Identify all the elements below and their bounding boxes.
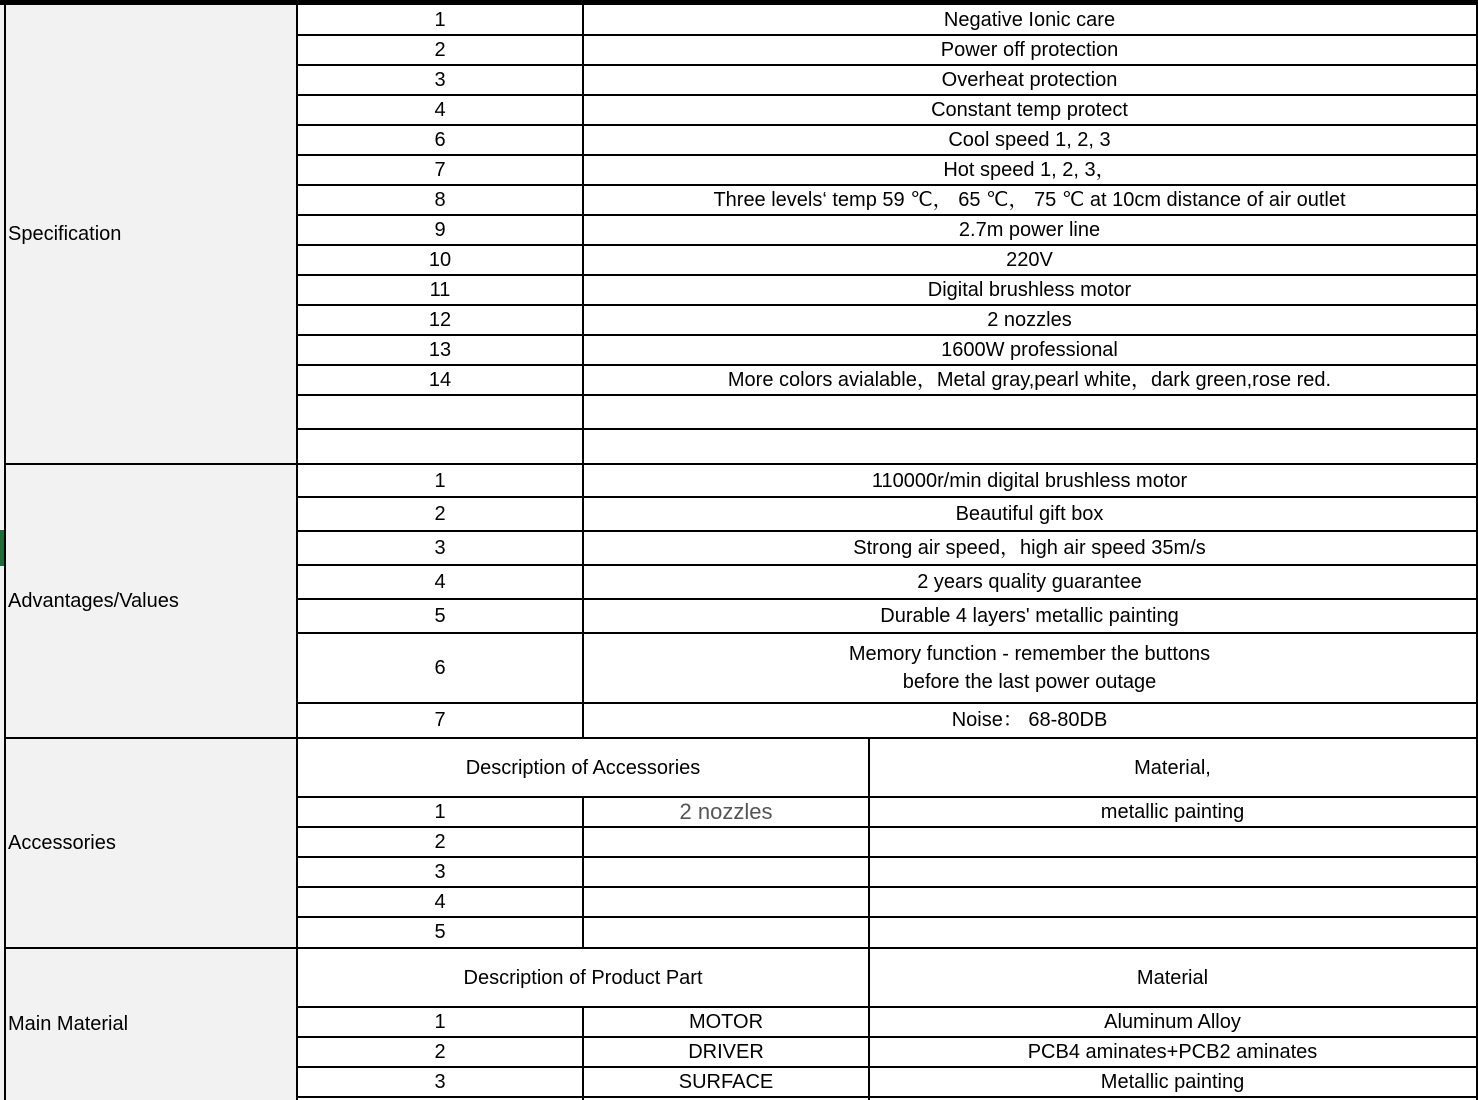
grid-hline [297, 886, 1478, 888]
acc-material[interactable] [869, 887, 1476, 917]
spec-text[interactable]: Three levels‘ temp 59 ℃， 65 ℃， 75 ℃ at 10cm distance of air outlet [713, 189, 1346, 211]
grid-hline [297, 184, 1478, 186]
grid-hline [297, 34, 1478, 36]
adv-no[interactable]: 1 [434, 470, 446, 492]
adv-no[interactable]: 2 [434, 503, 446, 525]
main-material-header-desc[interactable]: Description of Product Part [463, 967, 703, 989]
accessories-header-desc[interactable]: Description of Accessories [465, 757, 701, 779]
mm-desc[interactable]: DRIVER [688, 1041, 764, 1063]
acc-desc[interactable]: 2 nozzles [679, 799, 773, 824]
grid-vline [4, 0, 6, 1100]
adv-no[interactable]: 4 [434, 571, 446, 593]
spec-text[interactable]: Power off protection [940, 39, 1119, 61]
mm-material[interactable]: Metallic painting [1100, 1071, 1245, 1093]
spec-text[interactable] [583, 395, 1476, 429]
adv-no[interactable]: 3 [434, 537, 446, 559]
spec-no[interactable]: 13 [428, 339, 452, 361]
spec-no[interactable]: 11 [429, 279, 451, 301]
spec-no[interactable]: 12 [428, 309, 452, 331]
grid-hline [297, 632, 1478, 634]
section-label-specification[interactable]: Specification [5, 5, 297, 463]
spec-text[interactable]: 2.7m power line [958, 219, 1101, 241]
mm-no[interactable]: 1 [434, 1011, 446, 1033]
spec-text[interactable]: More colors avialable，Metal gray,pearl white，dark green,rose red. [727, 369, 1332, 391]
spec-no[interactable]: 1 [434, 9, 446, 31]
top-border [0, 0, 1478, 5]
grid-hline [297, 244, 1478, 246]
adv-text[interactable]: Durable 4 layers' metallic painting [880, 605, 1179, 627]
adv-no[interactable]: 5 [434, 605, 446, 627]
adv-no[interactable]: 7 [434, 709, 446, 731]
grid-hline [297, 1006, 1478, 1008]
grid-hline [297, 496, 1478, 498]
section-label-accessories[interactable]: Accessories [5, 739, 297, 947]
spec-no[interactable]: 4 [434, 99, 446, 121]
acc-no[interactable]: 1 [434, 801, 446, 823]
spec-no[interactable]: 10 [428, 249, 452, 271]
grid-hline [297, 1036, 1478, 1038]
grid-hline [297, 856, 1478, 858]
grid-hline [297, 564, 1478, 566]
main-material-header-material[interactable]: Material [1136, 967, 1209, 989]
mm-material[interactable]: Aluminum Alloy [1104, 1011, 1241, 1033]
spec-text[interactable] [583, 429, 1476, 463]
adv-text-multiline[interactable] [583, 633, 1476, 703]
acc-material[interactable] [869, 827, 1476, 857]
grid-hline [297, 274, 1478, 276]
section-separator [5, 737, 1478, 739]
grid-hline [297, 94, 1478, 96]
acc-desc[interactable] [583, 857, 869, 887]
spec-text[interactable]: Constant temp protect [931, 99, 1128, 121]
section-label-main-material[interactable]: Main Material [5, 949, 297, 1100]
adv-text[interactable]: 110000r/min digital brushless motor [871, 470, 1188, 492]
grid-hline [297, 916, 1478, 918]
grid-vline [582, 797, 584, 947]
section-separator [5, 463, 1478, 465]
spec-no[interactable]: 6 [434, 129, 446, 151]
grid-vline [582, 5, 584, 737]
grid-hline [297, 364, 1478, 366]
grid-hline [297, 826, 1478, 828]
spec-no[interactable] [297, 395, 583, 429]
grid-hline [297, 530, 1478, 532]
adv-text[interactable]: Noise： 68-80DB [951, 709, 1108, 731]
mm-desc[interactable]: SURFACE [678, 1071, 774, 1093]
grid-hline [297, 1066, 1478, 1068]
spec-text[interactable]: Negative Ionic care [943, 9, 1116, 31]
grid-vline [296, 0, 298, 1100]
adv-text[interactable]: Strong air speed，high air speed 35m/s [853, 537, 1206, 559]
spec-text[interactable]: Overheat protection [941, 69, 1118, 91]
acc-desc[interactable] [583, 917, 869, 947]
adv-text[interactable]: Beautiful gift box [955, 503, 1104, 525]
acc-no[interactable]: 5 [434, 921, 446, 943]
spec-no[interactable]: 14 [428, 369, 452, 391]
adv-text-line2: before the last power outage [902, 671, 1157, 693]
grid-hline [297, 64, 1478, 66]
accessories-header-material[interactable]: Material, [1134, 757, 1211, 779]
mm-no[interactable]: 2 [434, 1041, 446, 1063]
grid-hline [297, 598, 1478, 600]
grid-hline [297, 428, 1478, 430]
adv-no[interactable]: 6 [434, 657, 446, 679]
spec-no[interactable] [297, 429, 583, 463]
section-separator [5, 947, 1478, 949]
grid-vline [868, 739, 870, 1100]
acc-no[interactable]: 3 [434, 861, 446, 883]
acc-material[interactable] [869, 857, 1476, 887]
spec-no[interactable]: 8 [434, 189, 446, 211]
spec-no[interactable]: 3 [434, 69, 446, 91]
mm-material[interactable]: PCB4 aminates+PCB2 aminates [1027, 1041, 1318, 1063]
mm-no[interactable]: 3 [434, 1071, 446, 1093]
grid-vline [582, 1007, 584, 1100]
mm-desc[interactable]: MOTOR [688, 1011, 764, 1033]
grid-hline [297, 796, 1478, 798]
spec-text[interactable]: 2 nozzles [987, 309, 1072, 331]
spec-text[interactable]: 1600W professional [941, 339, 1118, 361]
grid-hline [297, 154, 1478, 156]
spec-text[interactable]: Cool speed 1, 2, 3 [948, 129, 1111, 151]
grid-hline [297, 1096, 1478, 1098]
acc-material[interactable]: metallic painting [1100, 801, 1245, 823]
grid-hline [297, 304, 1478, 306]
acc-no[interactable]: 4 [434, 891, 446, 913]
spec-no[interactable]: 7 [434, 159, 446, 181]
acc-desc[interactable] [583, 887, 869, 917]
acc-no[interactable]: 2 [434, 831, 446, 853]
adv-text[interactable]: 2 years quality guarantee [917, 571, 1142, 593]
adv-text-line1: Memory function - remember the buttons [848, 643, 1211, 665]
spec-text[interactable]: Digital brushless motor [927, 279, 1132, 301]
section-label-advantages[interactable]: Advantages/Values [5, 465, 297, 737]
spec-no[interactable]: 9 [434, 219, 446, 241]
grid-hline [297, 124, 1478, 126]
spec-text[interactable]: 220V [1006, 249, 1053, 271]
spec-text[interactable]: Hot speed 1, 2, 3， [943, 159, 1116, 181]
grid-hline [297, 702, 1478, 704]
acc-material[interactable] [869, 917, 1476, 947]
spec-no[interactable]: 2 [434, 39, 446, 61]
acc-desc[interactable] [583, 827, 869, 857]
grid-hline [297, 394, 1478, 396]
grid-hline [297, 334, 1478, 336]
grid-hline [297, 214, 1478, 216]
